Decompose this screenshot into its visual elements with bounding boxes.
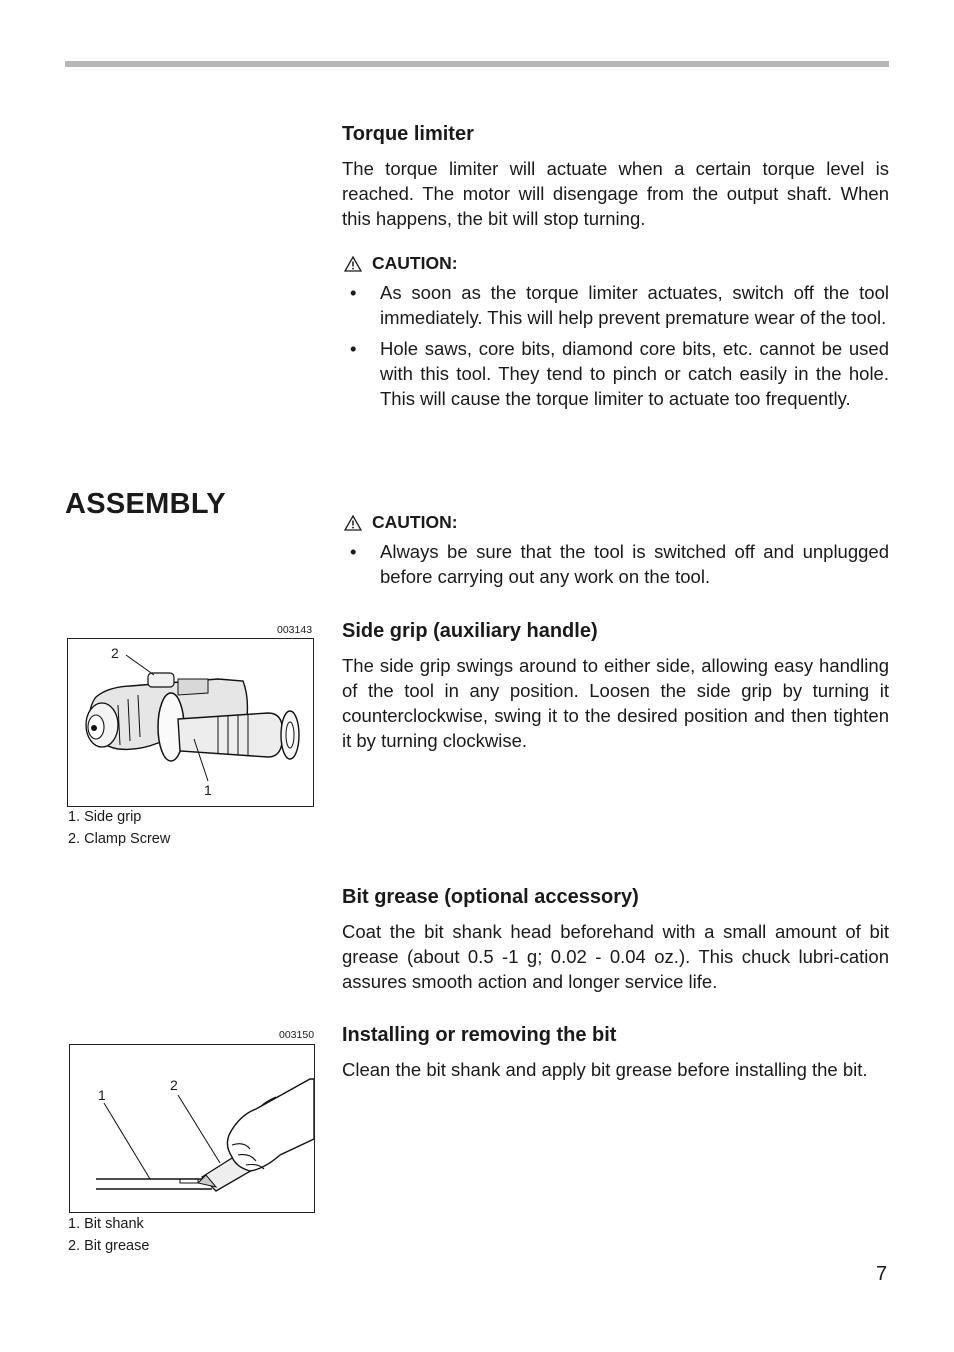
warning-icon [344, 256, 362, 272]
torque-limiter-section [342, 122, 889, 231]
installing-heading: Installing or removing the bit [342, 1024, 617, 1046]
list-item: • As soon as the torque limiter actuates, switch off the tool immediately. This will help prevent premature wear of the tool. [350, 282, 889, 328]
assembly-caution-list [342, 539, 889, 589]
callout-number: 2 [170, 1077, 178, 1093]
installing-section [342, 1023, 889, 1082]
assembly-caution-heading [344, 511, 458, 533]
caption-line: 2. Bit grease [68, 1238, 150, 1254]
list-item: • Hole saws, core bits, diamond core bits, etc. cannot be used with this tool. They tend to pinch or catch easily in the hole. This will cause the torque limiter to actuate too frequently. [350, 338, 889, 409]
figure-code: 003143 [277, 624, 313, 636]
hammer-drill-side-grip-illustration [68, 639, 313, 806]
callout-number: 1 [98, 1087, 106, 1103]
assembly-heading: ASSEMBLY [65, 488, 226, 520]
caution-label: CAUTION: [372, 253, 458, 273]
bit-grease-application-illustration [70, 1045, 314, 1212]
page-number: 7 [876, 1263, 888, 1285]
figure-code: 003150 [279, 1029, 315, 1041]
torque-limiter-body: The torque limiter will actuate when a certain torque level is reached. The motor will disengage from the output shaft. When this happens, the bit will stop turning. [342, 158, 889, 229]
torque-limiter-heading: Torque limiter [342, 123, 474, 145]
side-grip-figure [67, 638, 314, 807]
warning-icon [344, 515, 362, 531]
bullet-icon: • [350, 282, 357, 303]
callout-number: 1 [204, 782, 212, 798]
installing-body: Clean the bit shank and apply bit grease before installing the bit. [342, 1059, 868, 1080]
caution-label: CAUTION: [372, 512, 458, 532]
side-grip-body: The side grip swings around to either side, allowing easy handling of the tool in any position. Loosen the side grip by turning it counterclockwise, swing it to the desired position and then tighten it by turning clockwise. [342, 655, 889, 751]
torque-caution-list-wrap [342, 280, 889, 417]
torque-caution-list [342, 280, 889, 411]
top-rule [65, 61, 889, 67]
figure-caption [68, 1213, 149, 1257]
callout-number: 2 [111, 645, 119, 661]
assembly-caution-list-wrap [342, 539, 889, 595]
side-grip-section [342, 619, 889, 753]
side-grip-heading: Side grip (auxiliary handle) [342, 620, 598, 642]
caption-line: 2. Clamp Screw [68, 831, 171, 847]
bit-grease-heading: Bit grease (optional accessory) [342, 886, 639, 908]
caption-line: 1. Side grip [68, 809, 142, 825]
caption-line: 1. Bit shank [68, 1216, 144, 1232]
bit-grease-body: Coat the bit shank head beforehand with a small amount of bit grease (about 0.5 -1 g; 0.02 - 0.04 oz.). This chuck lubri-cation assures smooth action and longer service life. [342, 921, 889, 992]
bit-grease-figure [69, 1044, 315, 1213]
bit-grease-section [342, 885, 889, 994]
bullet-icon: • [350, 338, 357, 359]
torque-caution-heading [344, 252, 458, 274]
list-item: • Always be sure that the tool is switched off and unplugged before carrying out any work on the tool. [350, 541, 889, 587]
figure-caption [68, 806, 170, 850]
bullet-icon: • [350, 541, 357, 562]
